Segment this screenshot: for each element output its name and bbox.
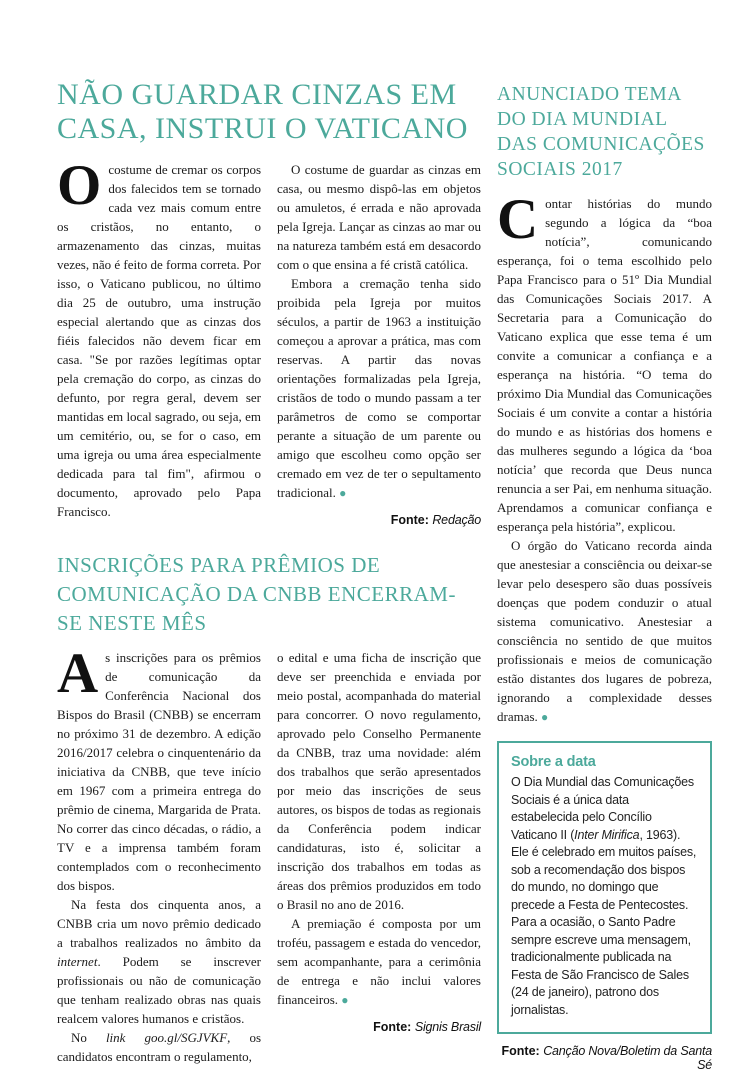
article-cinzas-col1 [57,154,261,527]
italic-link-text: link goo.gl/SGJVKF [105,1030,228,1045]
paragraph: As inscrições para os prêmios de comunicação da Conferência Nacional dos Bispos do Brasil (CNBB) se encerram no próximo 31 de dezembro. A edição 2016/2017 celebra o cinquentenário da iniciativa da CNBB, que teve início em 1967 com a primeira entrega do prêmio de cinema, Margarida de Prata. No correr das cinco décadas, o rádio, a TV e a imprensa também foram contemplados com o reconhecimento dos bispos. [57,642,261,893]
source-line [277,513,481,527]
article-cinzas-title: NÃO GUARDAR CINZAS EM CASA, INSTRUI O VATICANO [57,78,468,145]
end-dot-icon: ● [341,993,349,1007]
article-premios [57,551,481,1066]
end-dot-icon: ● [339,486,347,500]
source-line [497,1044,712,1072]
source-label: Fonte: [390,513,429,527]
info-box-title: Sobre a data [511,754,596,770]
article-premios-title: INSCRIÇÕES PARA PRÊMIOS DE COMUNICAÇÃO DA CNBB ENCERRAM-SE NESTE MÊS [57,553,456,635]
right-column-area [497,82,712,1072]
source-value: Canção Nova/Boletim da Santa Sé [543,1044,712,1072]
end-dot-icon: ● [541,710,549,724]
paragraph: A premiação é composta por um troféu, passagem e estada do vencedor, sem acompanhante, para a cerimônia de entrega e não inclui valores financeiros. ● [277,916,481,1007]
article-premios-columns [57,642,481,1066]
paragraph: Contar histórias do mundo segundo a lógica da “boa notícia”, comunicando esperança, foi o tema escolhido pelo Papa Francisco para o 51º Dia Mundial das Comunicações Sociais 2017. A Secretaria para a Comunicação do Vaticano explica que esse tema é um convite a comunicar a confiança e a esperança na história. “O tema do próximo Dia Mundial das Comunicações Sociais é um convite a contar a história do mundo e as histórias dos homens e das mulheres segundo a lógica da ‘boa notícia’ que recorda que Deus nunca renuncia a ser Pai, em nenhuma situação. Aprendamos a comunicar confiança e esperança pela história”, explicou. [497,188,712,534]
dropcap-letter: C [497,188,539,251]
italic-term: Inter Mirifica [574,827,640,842]
source-label: Fonte: [501,1044,540,1058]
paragraph: Embora a cremação tenha sido proibida pela Igreja por muitos séculos, a partir de 1963 a instituição começou a aprovar a prática, mas com reservas. A partir das novas orientações formalizadas pela Igreja, cristãos de todo o mundo passam a ter parâmetros de como se comportar perante a situação de um parente ou amigo que escolheu como opção ser cremado em vez de ter o sepultamento tradicional. ● [277,276,481,500]
article-premios-col2 [277,648,481,1066]
info-box-sobre-a-data [497,741,712,1034]
source-line [277,1020,481,1034]
dropcap-letter: A [57,642,99,705]
source-value: Redação [432,513,481,527]
paragraph: o edital e uma ficha de inscrição que deve ser preenchida e enviada por meio postal, acompanhada do material para concorrer. O novo regulamento, aprovado pelo Conselho Permanente da CNBB, traz uma novidade: além dos trabalhos que serão apresentados por meio das inscrições de seus autores, os bispos de todas as regionais da Conferência podem indicar candidaturas, isto é, solicitar a inscrição dos trabalhos em todas as áreas dos prêmios produzidos em todo o Brasil no ano de 2016. [277,650,481,912]
italic-term: internet [57,954,98,969]
paragraph: No link goo.gl/SGJVKF, os candidatos encontram o regulamento, [57,1030,262,1064]
dropcap-letter: O [57,154,102,217]
left-column-area [57,78,481,1066]
info-box-text: O Dia Mundial das Comunicações Sociais é a única data estabelecida pelo Concílio Vaticano II (Inter Mirifica, 1963). Ele é celebrado em muitos países, sob a recomendação dos bispos do mundo, no domingo que precede a Festa de Pentecostes. Para a ocasião, o Santo Padre sempre escreve uma mensagem, tradicionalmente publicada na Festa de São Francisco de Sales (24 de janeiro), patrono dos jornalistas. [511,775,697,1017]
paragraph: O costume de guardar as cinzas em casa, ou mesmo dispô-las em objetos ou amuletos, é errada e não aprovada pela Igreja. Lançar as cinzas ao mar ou na natureza também está em desacordo com o que ensina a fé cristã católica. [277,162,481,272]
paragraph: O órgão do Vaticano recorda ainda que anestesiar a consciência ou deixar-se levar pelo desespero são duas possíveis doenças que podem conduzir o atual sistema comunicativo. Anestesiar a consciência no sentido de que muitos profissionais e meios de comunicação estão distantes dos lugares de pobreza, ignorando a complexidade desses dramas. ● [497,538,712,724]
article-tema-title: ANUNCIADO TEMA DO DIA MUNDIAL DAS COMUNICAÇÕES SOCIAIS 2017 [497,84,705,180]
article-cinzas-col2 [277,160,481,527]
article-cinzas [57,78,481,527]
paragraph: Ocostume de cremar os corpos dos falecidos tem se tornado cada vez mais comum entre os cristãos, no entanto, o armazenamento das cinzas, muitas vezes, não é feito de forma correta. Por isso, o Vaticano publicou, no último dia 25 de outubro, uma instrução especial alertando que as cinzas dos fiéis falecidos não devem ficar em casa. "Se por razões legítimas optar pela cremação do corpo, as cinzas do defunto, por regra geral, devem ser mantidas em local sagrado, ou seja, em um cemitério, ou, se for o caso, em uma igreja ou uma área especialmente dedicada para tal fim", afirmou o documento, aprovado pelo Papa Francisco. [57,154,261,519]
article-cinzas-columns [57,154,481,527]
source-value: Signis Brasil [414,1020,481,1034]
paragraph: Na festa dos cinquenta anos, a CNBB cria um novo prêmio dedicado a trabalhos realizados no âmbito da internet. Podem se inscrever profissionais ou não de comunicação que tenham realizado obras nas quais realcem valores humanos e cristãos. [57,897,261,1026]
source-label: Fonte: [373,1020,412,1034]
article-premios-col1 [57,642,262,1066]
